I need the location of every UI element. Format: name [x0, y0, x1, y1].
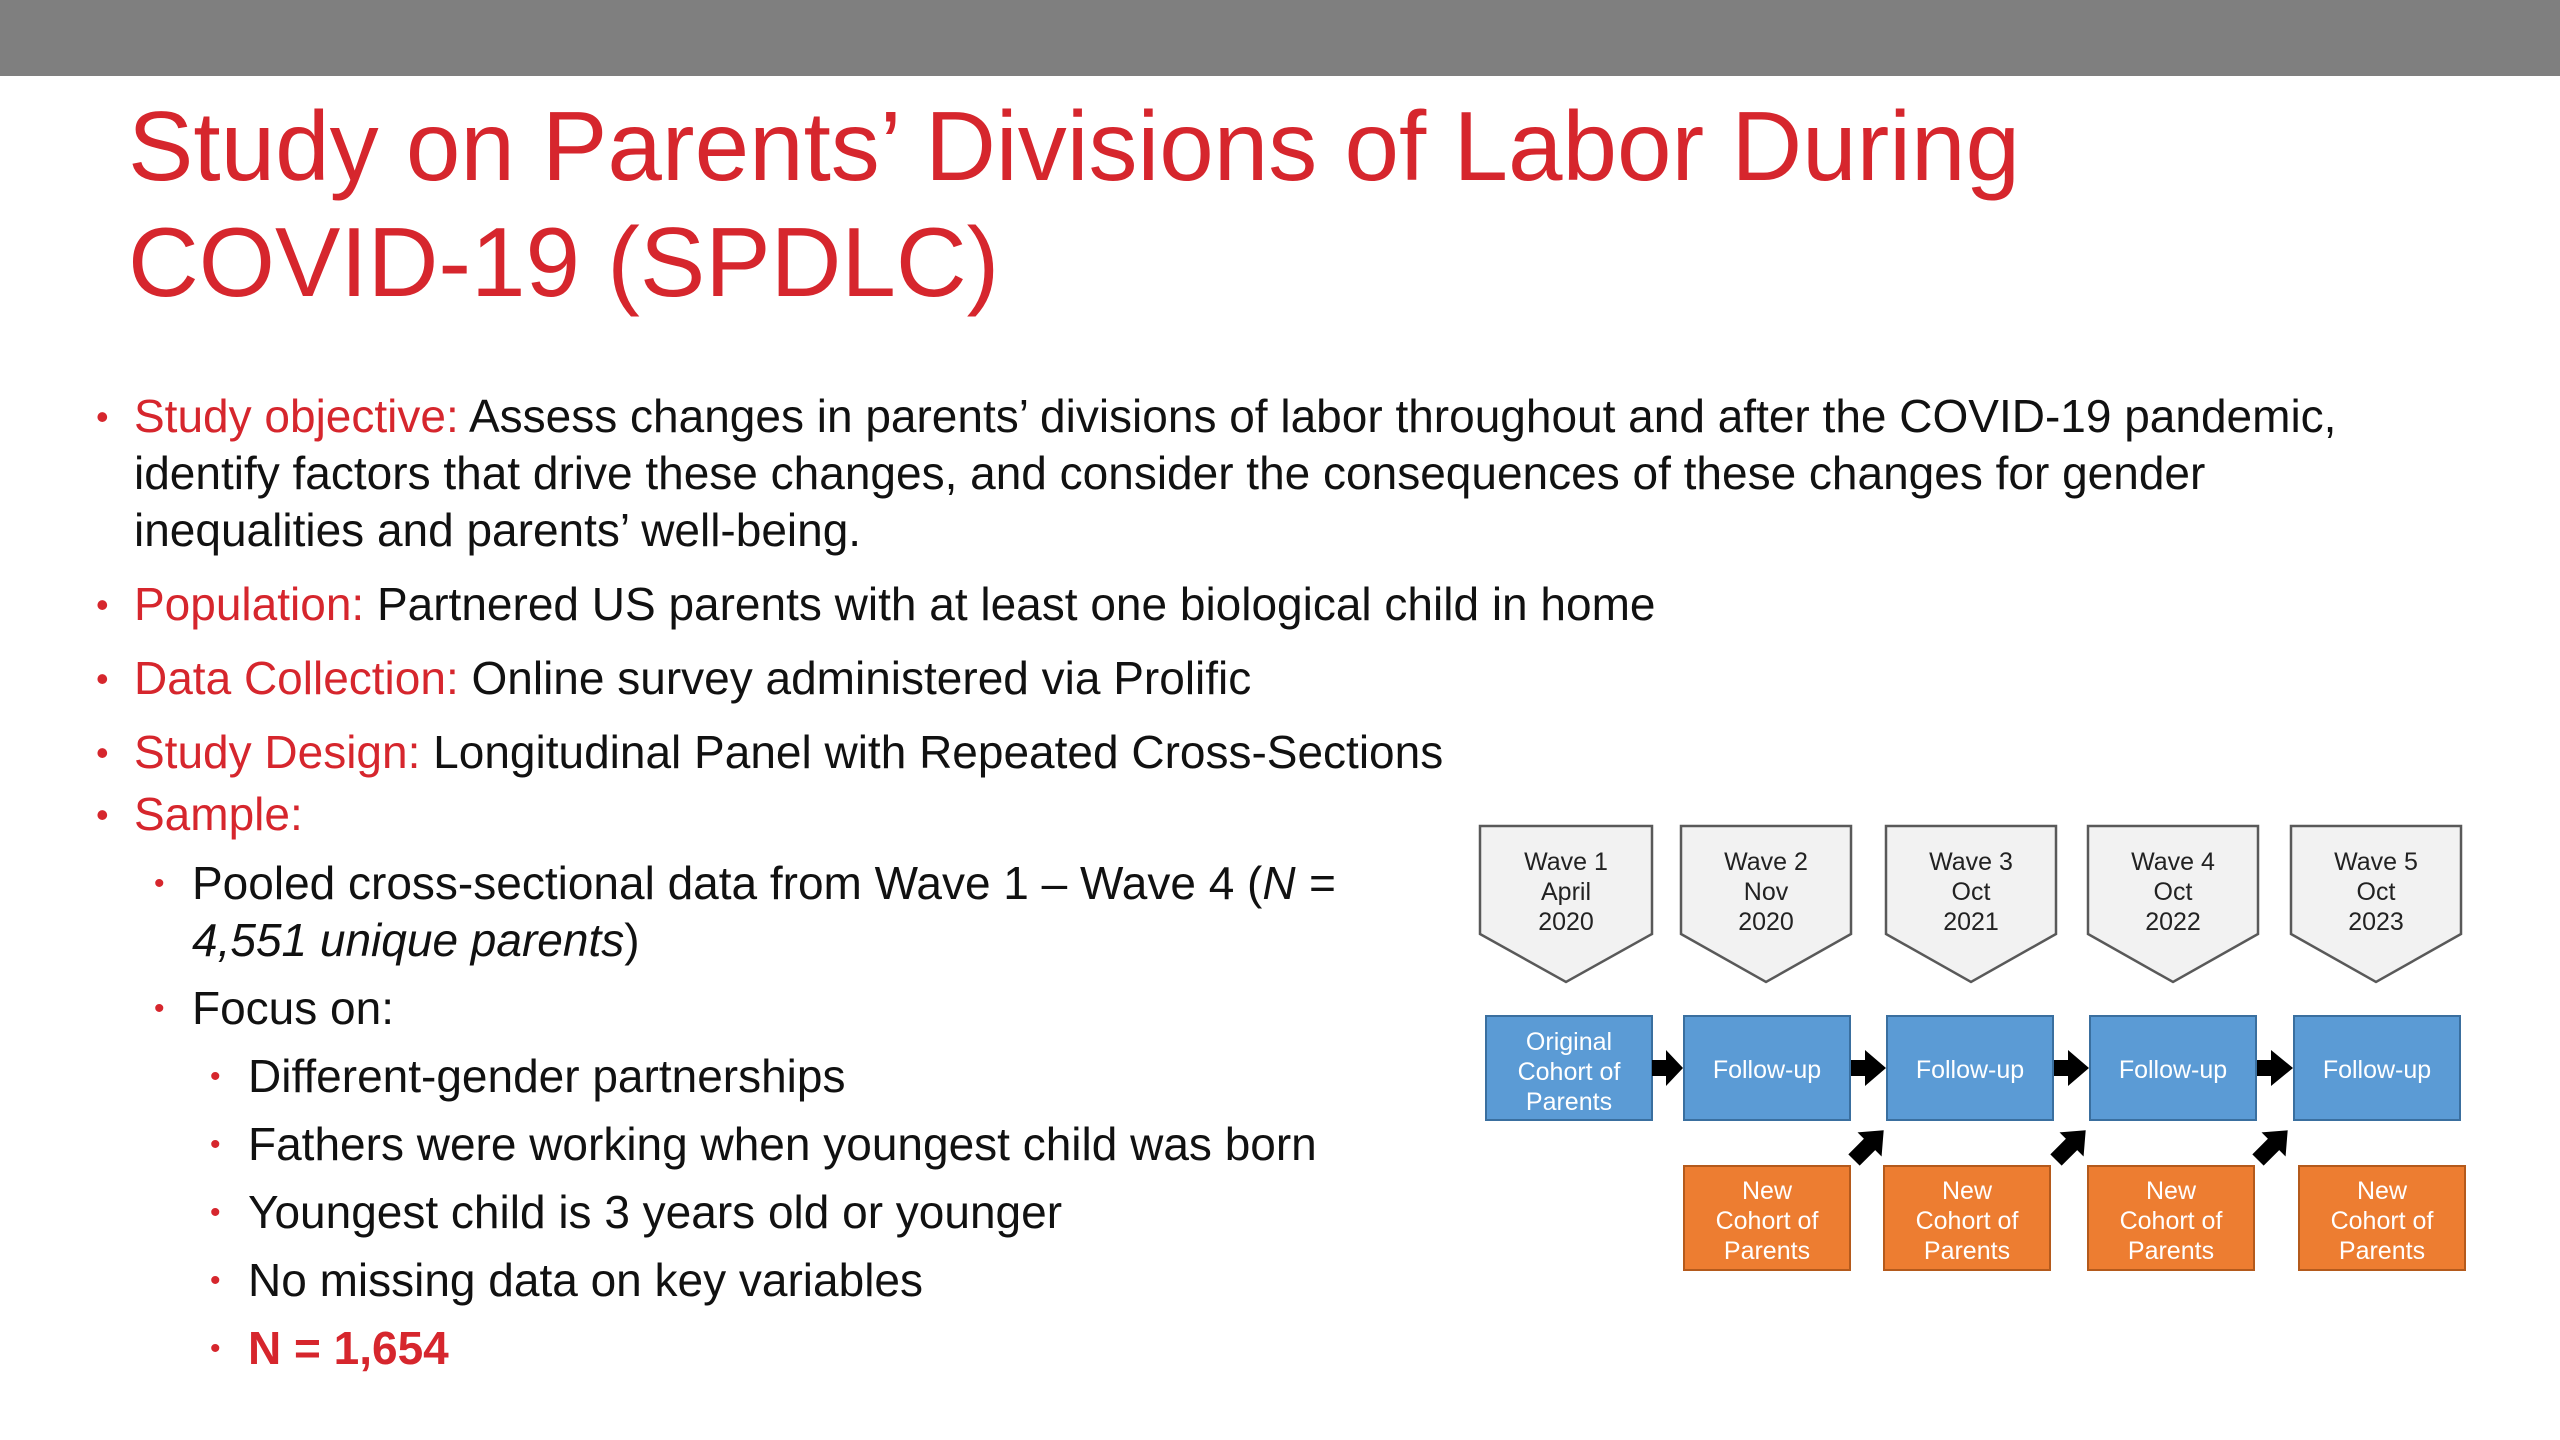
wave-1	[1480, 826, 1652, 982]
followup-label: Follow-up	[2118, 1056, 2228, 1084]
n-total-bullet	[210, 1320, 449, 1377]
bullet-dot: •	[210, 1196, 221, 1229]
wave-label-1: Wave 4	[2131, 848, 2215, 876]
new-cohort-line-1: New	[1941, 1177, 1993, 1205]
study-design-diagram	[1476, 824, 2476, 1274]
collection-text: Online survey administered via Prolific	[458, 652, 1252, 704]
wave-label-1: Wave 3	[1929, 848, 2013, 876]
wave-label-2: Oct	[1951, 878, 1991, 906]
bullet-dot: •	[96, 732, 109, 773]
bullet-dot: •	[96, 396, 109, 437]
wave-label-2: Oct	[2153, 878, 2193, 906]
new-cohort-box	[1884, 1166, 2050, 1270]
bullet-data-collection	[96, 650, 1252, 707]
focus-label: Focus on:	[192, 982, 394, 1034]
new-cohort-line-2: Cohort of	[2330, 1207, 2434, 1235]
new-cohort-line-1: New	[2145, 1177, 2197, 1205]
new-cohort-line-3: Parents	[2338, 1237, 2426, 1265]
bullet-population	[96, 576, 1656, 633]
cohort-line-3: Parents	[1525, 1088, 1613, 1116]
pooled-line-2	[192, 912, 1452, 969]
bullet-objective	[96, 388, 2474, 559]
slide-title	[128, 88, 2428, 320]
wave-4	[2088, 826, 2258, 982]
objective-text-1: Assess changes in parents’ divisions of labor throughout and after the COVID-19 pandemic,	[458, 390, 2337, 442]
focus-item-text: No missing data on key variables	[248, 1254, 923, 1306]
pooled-text-2: 4,551 unique parents	[192, 914, 625, 966]
bullet-dot: •	[210, 1060, 221, 1093]
followup-label: Follow-up	[1915, 1056, 2025, 1084]
arrow-diagonal-icon	[2246, 1118, 2300, 1172]
new-cohort-line-1: New	[2356, 1177, 2408, 1205]
design-label: Study Design:	[134, 726, 421, 778]
arrow-right-icon	[2257, 1050, 2293, 1086]
focus-item-text: Fathers were working when youngest child was born	[248, 1118, 1317, 1170]
focus-item	[210, 1116, 1317, 1173]
population-label: Population:	[134, 578, 365, 630]
followup-box	[2090, 1016, 2256, 1120]
population-text: Partnered US parents with at least one biological child in home	[364, 578, 1656, 630]
bullet-dot: •	[154, 867, 165, 900]
new-cohort-line-2: Cohort of	[2119, 1207, 2223, 1235]
focus-item	[210, 1048, 846, 1105]
bullet-dot: •	[96, 658, 109, 699]
arrow-diagonal-icon	[2044, 1118, 2098, 1172]
followup-box	[2294, 1016, 2460, 1120]
wave-label-1: Wave 1	[1524, 848, 1608, 876]
new-cohort-line-3: Parents	[1923, 1237, 2011, 1265]
pooled-n: N	[1262, 857, 1296, 909]
pooled-close: )	[624, 914, 640, 966]
title-line-2: COVID-19 (SPDLC)	[128, 207, 1000, 317]
objective-line-3: inequalities and parents’ well-being.	[134, 504, 862, 556]
bullet-dot: •	[210, 1128, 221, 1161]
new-cohort-box	[1684, 1166, 1850, 1270]
wave-2	[1681, 826, 1851, 982]
wave-label-3: 2022	[2145, 908, 2201, 936]
arrow-right-icon	[1851, 1050, 1886, 1086]
title-line-1: Study on Parents’ Divisions of Labor During	[128, 91, 2021, 201]
wave-label-3: 2020	[1538, 908, 1594, 936]
arrow-diagonal-icon	[1842, 1118, 1896, 1172]
objective-line-1	[134, 388, 2474, 445]
bullet-dot: •	[96, 584, 109, 625]
new-cohort-line-3: Parents	[2127, 1237, 2215, 1265]
bullet-dot: •	[96, 794, 109, 835]
n-total: N = 1,654	[248, 1322, 449, 1374]
wave-3	[1886, 826, 2056, 982]
pooled-eq: =	[1295, 857, 1336, 909]
cohort-line-1: Original	[1525, 1028, 1613, 1056]
objective-line-2: identify factors that drive these changes, and consider the consequences of these changes for gender	[134, 447, 2206, 499]
new-cohort-line-2: Cohort of	[1915, 1207, 2019, 1235]
bullet-study-design	[96, 724, 1444, 781]
sample-label: Sample:	[134, 788, 303, 840]
arrow-right-icon	[1652, 1050, 1683, 1086]
pooled-text-1: Pooled cross-sectional data from Wave 1 – Wave 4 (	[192, 857, 1263, 909]
new-cohort-box	[2299, 1166, 2465, 1270]
new-cohort-line-2: Cohort of	[1715, 1207, 1819, 1235]
collection-label: Data Collection:	[134, 652, 459, 704]
new-cohort-line-1: New	[1741, 1177, 1793, 1205]
sub-bullet-pooled	[154, 855, 1452, 969]
cohort-line-2: Cohort of	[1517, 1058, 1621, 1086]
bullet-dot: •	[210, 1264, 221, 1297]
wave-label-2: April	[1540, 878, 1592, 906]
new-cohort-box	[2088, 1166, 2254, 1270]
followup-label: Follow-up	[1712, 1056, 1822, 1084]
wave-label-1: Wave 2	[1724, 848, 1808, 876]
followup-box	[1887, 1016, 2053, 1120]
sub-bullet-focus	[154, 980, 394, 1037]
new-cohort-line-3: Parents	[1723, 1237, 1811, 1265]
wave-label-3: 2021	[1943, 908, 1999, 936]
wave-label-3: 2023	[2348, 908, 2404, 936]
original-cohort-box	[1486, 1016, 1652, 1120]
wave-5	[2291, 826, 2461, 982]
followup-box	[1684, 1016, 1850, 1120]
wave-label-2: Oct	[2356, 878, 2396, 906]
wave-label-1: Wave 5	[2334, 848, 2418, 876]
bullet-sample	[96, 786, 303, 843]
bullet-dot: •	[210, 1332, 221, 1365]
arrow-right-icon	[2054, 1050, 2089, 1086]
focus-item-text: Different-gender partnerships	[248, 1050, 846, 1102]
pooled-line-1	[192, 855, 1452, 912]
top-bar	[0, 0, 2560, 76]
design-text: Longitudinal Panel with Repeated Cross-Sections	[420, 726, 1444, 778]
wave-label-3: 2020	[1738, 908, 1794, 936]
focus-item	[210, 1184, 1063, 1241]
bullet-dot: •	[154, 992, 165, 1025]
focus-item-text: Youngest child is 3 years old or younger	[248, 1186, 1063, 1238]
followup-label: Follow-up	[2322, 1056, 2432, 1084]
focus-item	[210, 1252, 923, 1309]
wave-label-2: Nov	[1743, 878, 1789, 906]
objective-label: Study objective:	[134, 390, 459, 442]
